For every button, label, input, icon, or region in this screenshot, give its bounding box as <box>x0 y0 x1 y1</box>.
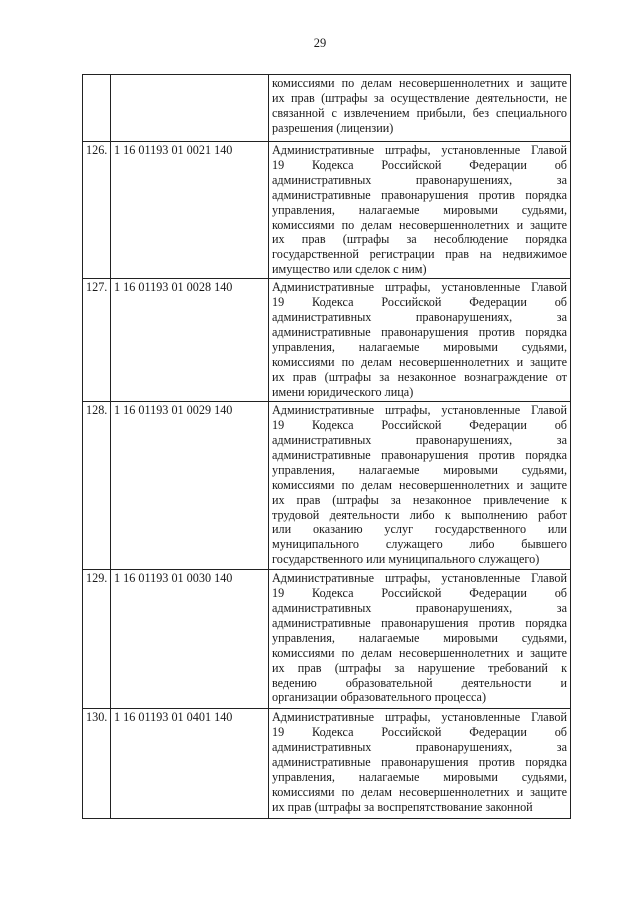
description-line: их прав (штрафы за незаконное привлечение к <box>272 492 567 507</box>
description-line: комиссиями по делам несовершеннолетних и защите <box>272 76 567 90</box>
description-line: комиссиями по делам несовершеннолетних и защите <box>272 784 567 799</box>
table-row <box>83 709 571 819</box>
income-description <box>269 402 571 570</box>
description-line: Административные штрафы, установленные Главой <box>272 143 567 157</box>
description-line: их прав (штрафы за незаконное вознаграждение от <box>272 369 567 384</box>
budget-classification-code: 1 16 01193 01 0021 140 <box>111 142 269 279</box>
row-number: 126. <box>83 142 111 279</box>
description-line: административные правонарушения против порядка <box>272 615 567 630</box>
description-line: управления, налагаемые мировыми судьями, <box>272 630 567 645</box>
description-line: комиссиями по делам несовершеннолетних и защите <box>272 217 567 232</box>
description-line: трудовой деятельности либо к выполнению работ <box>272 507 567 522</box>
description-line: муниципального служащего либо бывшего <box>272 537 567 552</box>
description-line: связанной с извлечением прибыли, без специального <box>272 105 567 120</box>
description-line: управления, налагаемые мировыми судьями, <box>272 202 567 217</box>
description-line: их прав (штрафы за осуществление деятельности, не <box>272 90 567 105</box>
description-line: 19 Кодекса Российской Федерации об <box>272 157 567 172</box>
table-row <box>83 402 571 570</box>
description-line: 19 Кодекса Российской Федерации об <box>272 295 567 310</box>
description-line: их прав (штрафы за несоблюдение порядка <box>272 232 567 247</box>
description-line: административные правонарушения против порядка <box>272 324 567 339</box>
description-line: государственного или муниципального служащего) <box>272 552 540 567</box>
description-line: Административные штрафы, установленные Главой <box>272 280 567 295</box>
description-line: имени юридического лица) <box>272 384 414 399</box>
description-line: административных правонарушениях, за <box>272 739 567 754</box>
description-line: административные правонарушения против порядка <box>272 447 567 462</box>
table-row <box>83 570 571 709</box>
description-line: имущество или сделок с ним) <box>272 262 427 277</box>
description-line: 19 Кодекса Российской Федерации об <box>272 586 567 601</box>
description-line: управления, налагаемые мировыми судьями, <box>272 339 567 354</box>
budget-codes-table <box>82 74 571 819</box>
description-line: Административные штрафы, установленные Главой <box>272 710 567 725</box>
income-description <box>269 75 571 142</box>
description-line: или оказанию услуг государственного или <box>272 522 567 537</box>
description-line: управления, налагаемые мировыми судьями, <box>272 462 567 477</box>
budget-classification-code: 1 16 01193 01 0029 140 <box>111 402 269 570</box>
row-number: 130. <box>83 709 111 819</box>
budget-classification-code: 1 16 01193 01 0030 140 <box>111 570 269 709</box>
description-line: комиссиями по делам несовершеннолетних и защите <box>272 477 567 492</box>
row-number: 129. <box>83 570 111 709</box>
description-line: Административные штрафы, установленные Главой <box>272 571 567 586</box>
table-row <box>83 142 571 279</box>
budget-classification-code: 1 16 01193 01 0028 140 <box>111 279 269 402</box>
description-line: разрешения (лицензии) <box>272 120 394 135</box>
table-row <box>83 75 571 142</box>
description-line: административных правонарушениях, за <box>272 309 567 324</box>
description-line: административные правонарушения против порядка <box>272 754 567 769</box>
income-description <box>269 279 571 402</box>
description-line: управления, налагаемые мировыми судьями, <box>272 769 567 784</box>
table-row <box>83 279 571 402</box>
description-line: их прав (штрафы за воспрепятствование законной <box>272 799 533 814</box>
description-line: комиссиями по делам несовершеннолетних и защите <box>272 645 567 660</box>
row-number: 128. <box>83 402 111 570</box>
description-line: административные правонарушения против порядка <box>272 187 567 202</box>
row-number: 127. <box>83 279 111 402</box>
description-line: комиссиями по делам несовершеннолетних и защите <box>272 354 567 369</box>
description-line: их прав (штрафы за нарушение требований к <box>272 660 567 675</box>
page-number: 29 <box>313 36 327 50</box>
description-line: 19 Кодекса Российской Федерации об <box>272 725 567 740</box>
description-line: государственной регистрации прав на недвижимое <box>272 247 567 262</box>
description-line: административных правонарушениях, за <box>272 432 567 447</box>
description-line: Административные штрафы, установленные Главой <box>272 403 567 418</box>
income-description <box>269 142 571 279</box>
income-description <box>269 709 571 819</box>
table-body <box>83 75 571 819</box>
description-line: 19 Кодекса Российской Федерации об <box>272 418 567 433</box>
row-number <box>83 75 111 142</box>
description-line: административных правонарушениях, за <box>272 172 567 187</box>
budget-classification-code <box>111 75 269 142</box>
budget-classification-code: 1 16 01193 01 0401 140 <box>111 709 269 819</box>
description-line: административных правонарушениях, за <box>272 600 567 615</box>
description-line: ведению образовательной деятельности и <box>272 675 567 690</box>
income-description <box>269 570 571 709</box>
description-line: организации образовательного процесса) <box>272 690 487 705</box>
